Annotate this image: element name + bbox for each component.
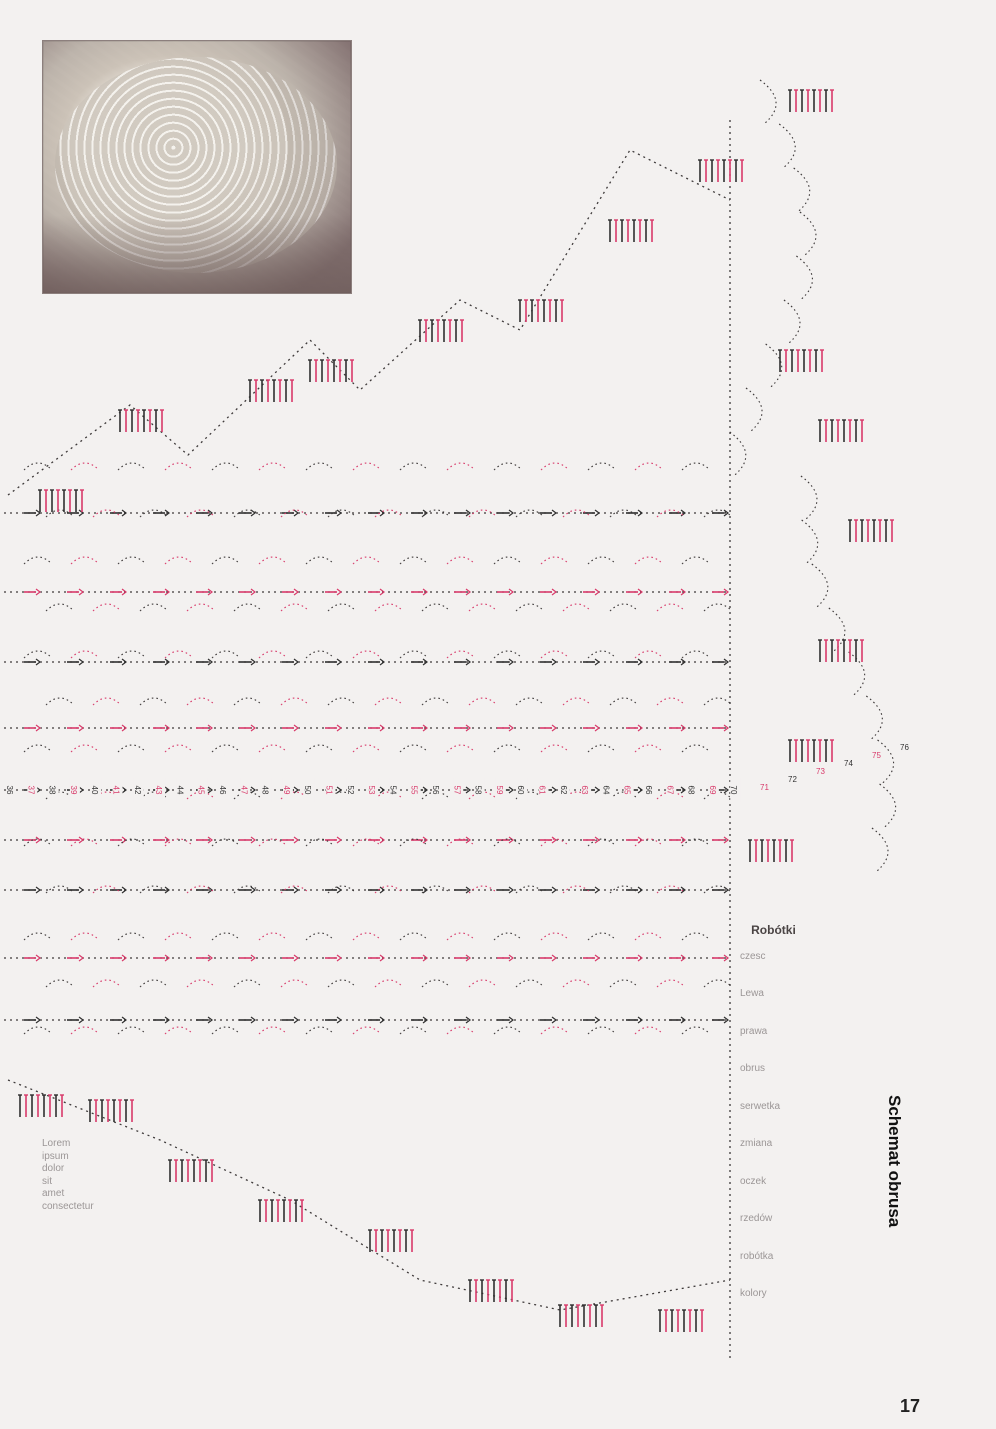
chain-arc (328, 604, 356, 611)
chain-arc (447, 463, 475, 470)
chain-arc (212, 557, 240, 564)
row-number: 50 (303, 785, 313, 795)
chain-arc (24, 651, 52, 658)
row-number: 51 (324, 785, 334, 795)
stitch-arrow (294, 887, 298, 893)
chain-arc (140, 980, 168, 987)
chain-arc (494, 651, 522, 658)
chain-arc (118, 557, 146, 564)
chain-arc (165, 745, 193, 752)
chain-arc (71, 557, 99, 564)
chain-arc (447, 745, 475, 752)
side-line-8: robótka (740, 1250, 774, 1262)
chain-arc (281, 604, 309, 611)
row-number: 49 (281, 785, 291, 795)
chain-arc (165, 463, 193, 470)
chain-arc (400, 651, 428, 658)
edge-scallop (880, 784, 896, 828)
chain-arc (541, 651, 569, 658)
row-number: 54 (388, 785, 398, 795)
chain-arc (400, 1027, 428, 1034)
row-number: 44 (175, 785, 185, 795)
row-number: 38 (47, 785, 57, 795)
chain-arc (657, 604, 685, 611)
chain-arc (469, 886, 497, 893)
chain-arc (306, 651, 334, 658)
stitch-arrow (552, 725, 556, 731)
chain-arc (516, 698, 544, 705)
stitch-arrow (36, 837, 40, 843)
chain-arc (682, 463, 710, 470)
edge-scallop (802, 520, 818, 564)
bottom-line-0: Lorem (42, 1138, 71, 1149)
chain-arc (93, 698, 121, 705)
chain-arc (657, 980, 685, 987)
chain-arc (93, 604, 121, 611)
chain-arc (24, 557, 52, 564)
row-number: 37 (26, 785, 36, 795)
side-heading: Robótki (751, 922, 796, 937)
chain-arc (400, 745, 428, 752)
chain-arc (46, 604, 74, 611)
chain-arc (422, 980, 450, 987)
chain-arc (657, 698, 685, 705)
chain-arc (165, 933, 193, 940)
chain-arc (353, 651, 381, 658)
chain-arc (306, 933, 334, 940)
edge-scallop (746, 388, 762, 432)
chain-arc (588, 557, 616, 564)
stitch-arrow (552, 1017, 556, 1023)
stitch-arrow (337, 510, 341, 516)
chain-arc (118, 745, 146, 752)
row-number: 73 (816, 767, 825, 776)
stitch-arrow (595, 510, 599, 516)
row-number: 55 (409, 785, 419, 795)
chain-arc (422, 698, 450, 705)
stitch-arrow (36, 887, 40, 893)
bottom-line-5: consectetur (42, 1200, 94, 1212)
chain-arc (469, 604, 497, 611)
chain-arc (328, 980, 356, 987)
edge-scallop (800, 212, 816, 256)
chain-arc (447, 1027, 475, 1034)
edge-scallop (872, 828, 888, 872)
stitch-arrow (79, 725, 83, 731)
chain-arc (71, 1027, 99, 1034)
chain-arc (165, 1027, 193, 1034)
side-line-9: kolory (740, 1288, 767, 1299)
chain-arc (165, 651, 193, 658)
chain-arc (541, 745, 569, 752)
chain-arc (588, 1027, 616, 1034)
chain-arc (704, 698, 732, 705)
side-text (740, 910, 936, 1326)
row-number: 71 (760, 783, 769, 792)
row-number: 68 (686, 785, 696, 795)
stitch-arrow (36, 725, 40, 731)
chain-arc (447, 651, 475, 658)
chain-arc (400, 463, 428, 470)
chain-arc (494, 1027, 522, 1034)
chain-arc (541, 463, 569, 470)
row-number: 57 (452, 785, 462, 795)
stitch-arrow (337, 837, 341, 843)
chain-arc (353, 557, 381, 564)
chain-arc (682, 651, 710, 658)
side-line-6: oczek (740, 1175, 767, 1187)
chain-arc (46, 980, 74, 987)
chain-arc (281, 698, 309, 705)
row-number: 63 (580, 785, 590, 795)
chain-arc (469, 980, 497, 987)
stitch-arrow (552, 510, 556, 516)
stitch-arrow (294, 589, 298, 595)
side-line-2: prawa (740, 1025, 768, 1037)
chain-arc (704, 604, 732, 611)
edge-scallop (878, 740, 894, 784)
row-number: 48 (260, 785, 270, 795)
side-line-0: czesc (740, 950, 766, 962)
row-number: 52 (345, 785, 355, 795)
stitch-arrow (294, 837, 298, 843)
chain-arc (259, 557, 287, 564)
chain-arc (234, 604, 262, 611)
row-number: 74 (844, 759, 853, 768)
row-number: 66 (644, 785, 653, 795)
stitch-arrow (337, 955, 341, 961)
chain-arc (353, 933, 381, 940)
chain-arc (400, 933, 428, 940)
chain-arc (259, 1027, 287, 1034)
chain-arc (187, 698, 215, 705)
chain-arc (469, 510, 497, 517)
chain-arc (165, 557, 193, 564)
side-line-7: rzedów (740, 1213, 773, 1224)
chain-arc (118, 933, 146, 940)
stitch-arrow (552, 589, 556, 595)
chain-arc (494, 463, 522, 470)
chain-arc (563, 980, 591, 987)
chain-arc (635, 463, 663, 470)
chain-arc (563, 604, 591, 611)
side-line-3: obrus (740, 1063, 766, 1074)
chain-arc (704, 980, 732, 987)
chain-arc (563, 698, 591, 705)
chain-arc (541, 1027, 569, 1034)
chain-arc (93, 980, 121, 987)
stitch-arrow (552, 837, 556, 843)
row-number: 47 (239, 785, 249, 795)
stitch-arrow (595, 1017, 599, 1023)
row-number: 62 (558, 785, 568, 795)
row-number: 64 (601, 785, 611, 795)
chain-arc (400, 557, 428, 564)
stitch-arrow (595, 589, 599, 595)
stitch-arrow (294, 725, 298, 731)
row-number: 72 (788, 775, 797, 784)
chain-arc (610, 980, 638, 987)
chain-arc (353, 463, 381, 470)
chain-arc (447, 557, 475, 564)
chain-arc (635, 651, 663, 658)
chain-arc (306, 557, 334, 564)
page-number: 17 (899, 1396, 920, 1416)
chain-arc (541, 557, 569, 564)
row-number: 45 (196, 785, 206, 795)
stitch-arrow (79, 955, 83, 961)
chain-arc (259, 745, 287, 752)
chain-arc (635, 557, 663, 564)
chain-arc (353, 745, 381, 752)
chain-arc (212, 1027, 240, 1034)
chain-arc (516, 604, 544, 611)
row-number: 42 (132, 785, 142, 795)
row-number: 70 (729, 785, 739, 795)
chain-arc (24, 463, 52, 470)
stitch-arrow (294, 955, 298, 961)
row-number: 75 (872, 751, 881, 760)
bottom-line-1: ipsum (42, 1150, 69, 1162)
stitch-arrow (552, 787, 556, 793)
row-number: 36 (5, 785, 14, 795)
chain-arc (610, 604, 638, 611)
stitch-arrow (79, 887, 83, 893)
chain-arc (259, 933, 287, 940)
chain-arc (375, 980, 403, 987)
row-number: 61 (537, 785, 547, 795)
stitch-arrow (79, 1017, 83, 1023)
chain-arc (682, 745, 710, 752)
row-number: 67 (665, 785, 675, 795)
edge-scallop (784, 300, 800, 344)
chain-arc (516, 980, 544, 987)
chain-arc (140, 604, 168, 611)
stitch-arrow (337, 887, 341, 893)
chain-arc (24, 745, 52, 752)
row-number: 53 (367, 785, 377, 795)
stitch-arrow (337, 725, 341, 731)
chain-arc (212, 651, 240, 658)
row-number: 56 (431, 785, 440, 795)
edge-scallop (760, 80, 776, 124)
chart-title: Schemat obrusa (885, 1095, 904, 1228)
edge-scallop (801, 476, 817, 520)
chain-arc (71, 745, 99, 752)
edge-scallop (812, 564, 828, 608)
chain-arc (328, 698, 356, 705)
chain-arc (46, 698, 74, 705)
chain-arc (682, 1027, 710, 1034)
chain-arc (306, 463, 334, 470)
chain-arc (140, 698, 168, 705)
chain-arc (494, 557, 522, 564)
chain-arc (212, 745, 240, 752)
stitch-arrow (595, 887, 599, 893)
top-boundary (8, 150, 730, 495)
side-line-5: zmiana (740, 1138, 773, 1149)
stitch-arrow (595, 659, 599, 665)
row-number: 76 (900, 743, 909, 752)
chain-arc (212, 463, 240, 470)
chain-arc (588, 651, 616, 658)
edge-scallop (730, 432, 746, 476)
side-line-4: serwetka (740, 1100, 781, 1112)
row-number: 60 (516, 785, 526, 795)
chain-arc (234, 698, 262, 705)
stitch-arrow (337, 1017, 341, 1023)
chain-arc (259, 463, 287, 470)
stitch-arrow (337, 589, 341, 595)
stitch-arrow (552, 887, 556, 893)
stitch-arrow (595, 787, 599, 793)
chain-arc (588, 933, 616, 940)
row-number: 41 (111, 785, 121, 795)
chain-arc (375, 604, 403, 611)
chain-arc (635, 933, 663, 940)
stitch-arrow (36, 1017, 40, 1023)
chain-arc (306, 745, 334, 752)
row-number: 58 (473, 785, 483, 795)
chain-arc (187, 980, 215, 987)
edge-scallop (866, 696, 882, 740)
chain-arc (422, 604, 450, 611)
chain-arc (306, 1027, 334, 1034)
chain-arc (588, 463, 616, 470)
chain-arc (71, 651, 99, 658)
row-number: 43 (154, 785, 164, 795)
chain-arc (541, 933, 569, 940)
chain-arc (71, 933, 99, 940)
stitch-arrow (337, 659, 341, 665)
chain-arc (118, 463, 146, 470)
stitch-arrow (36, 659, 40, 665)
stitch-arrow (595, 955, 599, 961)
chain-arc (494, 745, 522, 752)
stitch-arrow (294, 1017, 298, 1023)
stitch-arrow (294, 510, 298, 516)
stitch-arrow (294, 659, 298, 665)
chain-arc (353, 1027, 381, 1034)
bottom-line-3: sit (42, 1175, 52, 1187)
chain-arc (259, 651, 287, 658)
chain-arc (234, 980, 262, 987)
chain-arc (682, 557, 710, 564)
stitch-arrow (595, 725, 599, 731)
stitch-arrow (552, 955, 556, 961)
chain-arc (588, 745, 616, 752)
edge-scallop (794, 168, 810, 212)
row-number: 39 (68, 785, 78, 795)
chain-arc (635, 1027, 663, 1034)
chain-arc (469, 698, 497, 705)
chain-arc (494, 933, 522, 940)
row-number: 65 (622, 785, 632, 795)
stitch-arrow (79, 589, 83, 595)
bottom-line-4: amet (42, 1188, 65, 1199)
chain-arc (24, 933, 52, 940)
edge-scallop (796, 256, 812, 300)
stitch-arrow (79, 659, 83, 665)
chain-arc (447, 933, 475, 940)
chain-arc (187, 604, 215, 611)
row-number: 59 (494, 785, 504, 795)
row-number: 69 (707, 785, 717, 795)
chain-arc (635, 745, 663, 752)
edge-scallop (779, 124, 795, 168)
chain-arc (375, 698, 403, 705)
stitch-arrow (552, 659, 556, 665)
stitch-arrow (36, 589, 40, 595)
chain-arc (24, 1027, 52, 1034)
row-number: 40 (90, 785, 100, 795)
chain-arc (118, 651, 146, 658)
row-number: 46 (218, 785, 227, 795)
stitch-arrow (36, 955, 40, 961)
chain-arc (682, 933, 710, 940)
chain-arc (281, 980, 309, 987)
bottom-text (42, 1138, 324, 1213)
chain-arc (610, 698, 638, 705)
side-line-1: Lewa (740, 988, 764, 999)
chain-arc (118, 1027, 146, 1034)
chain-arc (71, 463, 99, 470)
chain-arc (212, 933, 240, 940)
bottom-line-2: dolor (42, 1163, 65, 1174)
